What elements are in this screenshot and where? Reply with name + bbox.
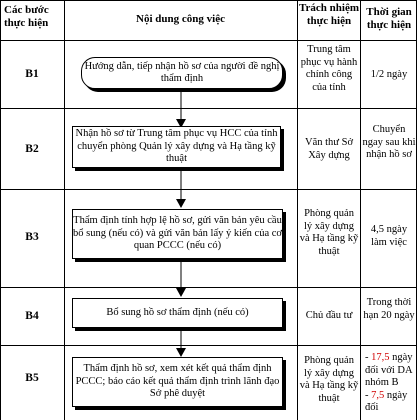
time-b1: 1/2 ngày <box>370 69 408 80</box>
step-b2: B2 <box>25 143 39 155</box>
time-b3: 4,5 ngày làm việc <box>370 224 408 248</box>
content-b5-text: Thẩm định hồ sơ, xem xét kết quả thẩm định PCCC; báo cáo kết quả thẩm định trình lãnh đạo Sở phê duyệt <box>75 363 280 400</box>
time-b5-line1-prefix: - <box>365 352 372 363</box>
col-divider-3 <box>360 0 361 420</box>
content-b1-text: Hướng dẫn, tiếp nhận hồ sơ của người đề nghị thẩm định <box>84 60 280 84</box>
responsibility-b2: Văn thư Sở Xây dựng <box>305 137 353 161</box>
step-b3: B3 <box>25 231 39 243</box>
arrow-b2-b3 <box>175 169 187 209</box>
col-divider-2 <box>297 0 298 420</box>
time-b4: Trong thời hạn 20 ngày <box>363 297 415 321</box>
responsibility-b3: Phòng quản lý xây dựng và Hạ tầng kỹ thuật <box>299 208 359 257</box>
row-divider-1 <box>0 108 417 109</box>
time-b2: Chuyển ngay sau khi nhận hồ sơ <box>362 124 416 160</box>
header-steps: Các bước thực hiện <box>4 4 49 29</box>
time-b5 <box>362 352 416 415</box>
table-border-top <box>0 0 417 1</box>
content-b4-text: Bổ sung hồ sơ thẩm định (nếu có) <box>106 306 249 318</box>
content-box-b3 <box>72 209 283 259</box>
responsibility-b4: Chủ đầu tư <box>305 310 353 321</box>
row-divider-3 <box>0 287 417 288</box>
time-b5-line1-suffix: ngày đối với DA nhóm B <box>365 352 413 388</box>
content-b3-text: Thẩm định tính hợp lệ hồ sơ, gửi văn bản yêu cầu bổ sung (nếu có) và gửi văn bản lấy ý kiến của cơ quan PCCC (nếu có) <box>73 215 282 252</box>
step-b4: B4 <box>25 310 39 322</box>
time-b5-line1-number: 17,5 <box>371 352 390 363</box>
arrow-b1-b2 <box>175 91 187 129</box>
content-b2-text: Nhận hồ sơ từ Trung tâm phục vụ HCC của tỉnh chuyển phòng Quản lý xây dựng và Hạ tầng kỹ thuật <box>75 128 278 165</box>
step-b1: B1 <box>25 68 39 80</box>
content-box-b4 <box>72 298 283 328</box>
time-b5-line2-number: 7,5 <box>371 389 385 401</box>
header-time: Thời gian thực hiện <box>366 6 412 31</box>
responsibility-b5: Phòng quản lý xây dựng và Hạ tầng kỹ thuật <box>299 355 359 404</box>
header-responsibility: Trách nhiệm thực hiện <box>299 2 359 27</box>
row-divider-4 <box>0 345 417 346</box>
col-divider-1 <box>64 0 65 420</box>
table-border-left <box>0 0 1 420</box>
header-divider <box>0 40 417 41</box>
arrow-b3-b4 <box>175 260 187 298</box>
header-content: Nội dung công việc <box>136 13 225 25</box>
time-b5-line2-suffix: ngày đối <box>365 389 408 413</box>
responsibility-b1: Trung tâm phục vụ hành chính công của tỉnh <box>300 44 358 93</box>
content-box-b5 <box>72 357 283 407</box>
content-box-b1 <box>81 57 283 89</box>
arrow-b4-b5 <box>175 330 187 358</box>
time-b5-line2-prefix: - <box>365 389 372 401</box>
step-b5: B5 <box>25 372 39 384</box>
content-box-b2 <box>72 126 281 168</box>
row-divider-2 <box>0 189 417 190</box>
